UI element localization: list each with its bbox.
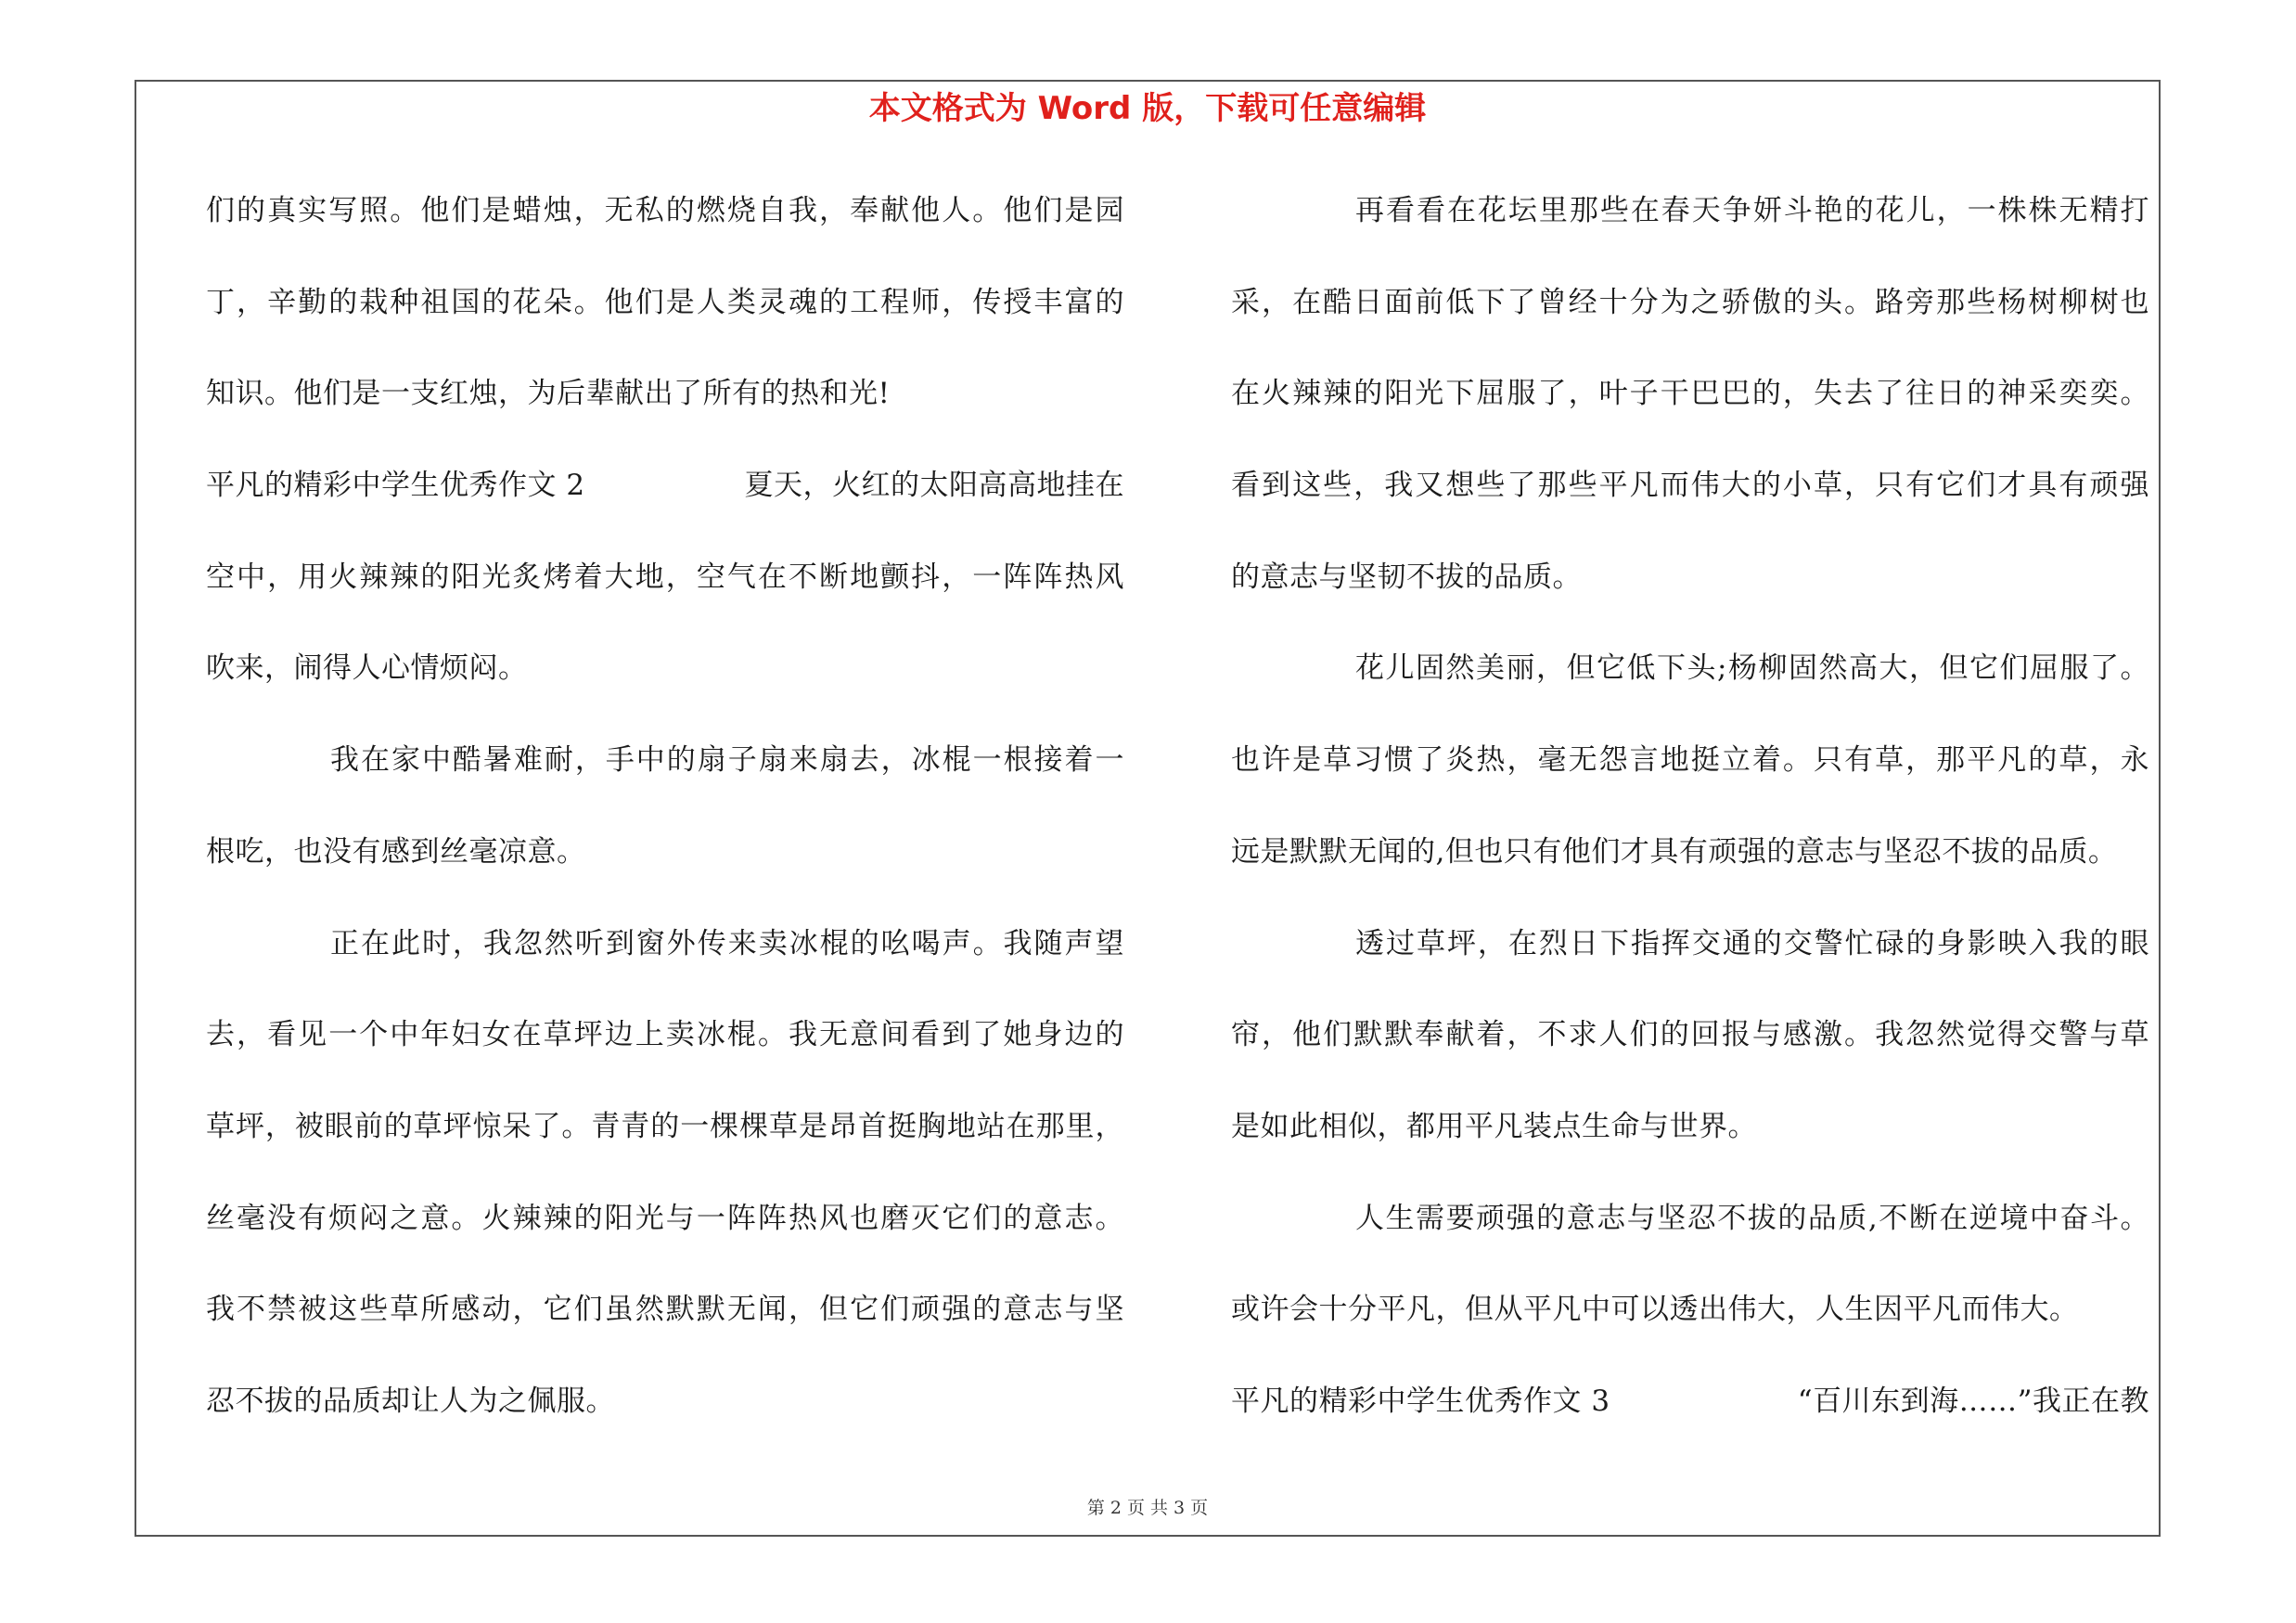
text-line: 知识。他们是一支红烛，为后辈献出了所有的热和光! <box>206 377 891 411</box>
essay-text-start: 夏天，火红的太阳高高地挂在 <box>744 469 1124 503</box>
text-line: 远是默默无闻的,但也只有他们才具有顽强的意志与坚忍不拔的品质。 <box>1231 834 2118 869</box>
text-line: 草坪，被眼前的草坪惊呆了。青青的一棵棵草是昂首挺胸地站在那里， <box>206 1109 1124 1143</box>
essay-heading-line <box>206 458 1124 550</box>
essay-title: 平凡的精彩中学生优秀作文 2 <box>206 469 585 503</box>
text-line: 丁，辛勤的栽种祖国的花朵。他们是人类灵魂的工程师，传授丰富的 <box>206 285 1124 319</box>
text-line: 根吃，也没有感到丝毫凉意。 <box>206 834 586 869</box>
paragraph-first-line: 透过草坪，在烈日下指挥交通的交警忙碌的身影映入我的眼 <box>1355 926 2149 960</box>
essay-title: 平凡的精彩中学生优秀作文 3 <box>1231 1384 1610 1418</box>
text-line: 的意志与坚韧不拔的品质。 <box>1231 560 1582 594</box>
paragraph-first-line: 我在家中酷暑难耐，手中的扇子扇来扇去，冰棍一根接着一 <box>330 743 1124 778</box>
text-line: 在火辣辣的阳光下屈服了，叶子干巴巴的，失去了往日的神采奕奕。 <box>1231 377 2149 411</box>
text-line: 是如此相似，都用平凡装点生命与世界。 <box>1231 1109 1757 1143</box>
paragraph-first-line: 再看看在花坛里那些在春天争妍斗艳的花儿，一株株无精打 <box>1355 194 2149 227</box>
paragraph-first-line: 花儿固然美丽，但它低下头;杨柳固然高大，但它们屈服了。 <box>1355 651 2149 686</box>
text-line: 空中，用火辣辣的阳光炙烤着大地，空气在不断地颤抖，一阵阵热风 <box>206 560 1124 594</box>
text-line: 忍不拔的品质却让人为之佩服。 <box>206 1384 615 1418</box>
left-text-column <box>206 184 1124 1466</box>
text-line: 去，看见一个中年妇女在草坪边上卖冰棍。我无意间看到了她身边的 <box>206 1018 1124 1052</box>
text-line: 丝毫没有烦闷之意。火辣辣的阳光与一阵阵热风也磨灭它们的意志。 <box>206 1201 1124 1235</box>
text-line: 我不禁被这些草所感动，它们虽然默默无闻，但它们顽强的意志与坚 <box>206 1293 1124 1327</box>
text-line: 也许是草习惯了炎热，毫无怨言地挺立着。只有草，那平凡的草，永 <box>1231 743 2149 778</box>
text-line: 们的真实写照。他们是蜡烛，无私的燃烧自我，奉献他人。他们是园 <box>206 194 1124 227</box>
essay-text-start: “百川东到海……”我正在教 <box>1797 1384 2149 1418</box>
text-line: 或许会十分平凡，但从平凡中可以透出伟大，人生因平凡而伟大。 <box>1231 1293 2079 1327</box>
text-line: 看到这些，我又想些了那些平凡而伟大的小草，只有它们才具有顽强 <box>1231 469 2149 503</box>
paragraph-first-line: 人生需要顽强的意志与坚忍不拔的品质,不断在逆境中奋斗。 <box>1355 1201 2149 1235</box>
word-format-banner: 本文格式为 Word 版，下载可任意编辑 <box>868 90 1427 127</box>
text-line: 帘，他们默默奉献着，不求人们的回报与感激。我忽然觉得交警与草 <box>1231 1018 2149 1052</box>
text-line: 采，在酷日面前低下了曾经十分为之骄傲的头。路旁那些杨树柳树也 <box>1231 285 2149 319</box>
right-text-column <box>1231 184 2149 1466</box>
text-line: 吹来，闹得人心情烦闷。 <box>206 651 528 686</box>
paragraph-first-line: 正在此时，我忽然听到窗外传来卖冰棍的吆喝声。我随声望 <box>330 926 1124 960</box>
page-number-footer: 第 2 页 共 3 页 <box>1086 1498 1209 1518</box>
essay-heading-line <box>1231 1374 2149 1466</box>
